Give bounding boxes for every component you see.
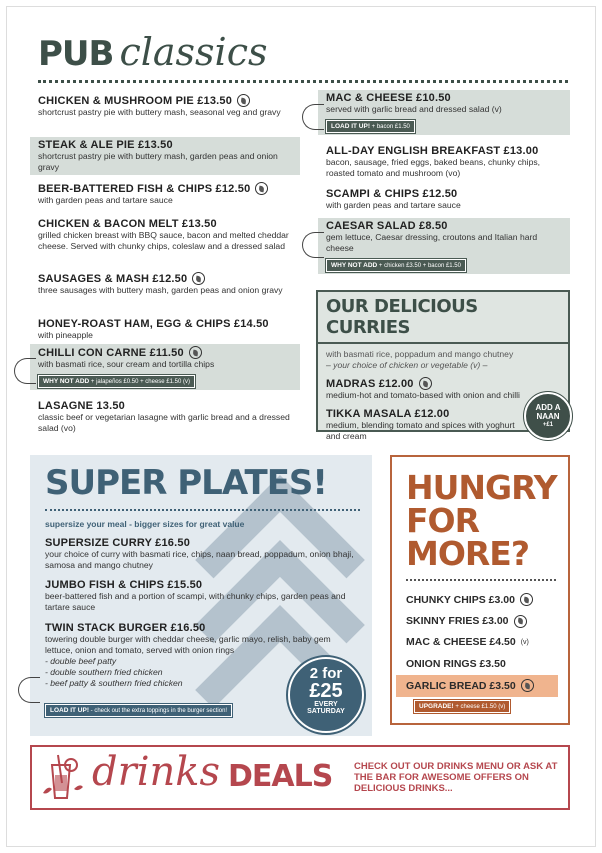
sides-title: HUNGRY FOR MORE? bbox=[406, 468, 557, 573]
super-plates-section: SUPER PLATES! supersize your meal - bigger sizes for great value SUPERSIZE CURRY £16.50 your choice of curry with basmati rice, chips, naan bread, poppadum, onion bhaji, samosa and mango chutney JUMBO FISH & CHIPS £15.50 beer-battered fish and a portion of scampi, with chunky chips, garden peas and tartare sauce TWIN STACK BURGER £16.50 towering double burger with cheddar cheese, garlic mayo, relish, baby gem lettuce, onion and tomato, served with onion rings - double beef patty - double southern fried chicken - beef patty & southern fried chicken LOAD IT UP! - check out the extra toppings in the burger section! bbox=[30, 455, 372, 736]
sides-section bbox=[390, 455, 570, 725]
arrow-icon bbox=[14, 358, 36, 384]
menu-item: JUMBO FISH & CHIPS £15.50 beer-battered fish and a portion of scampi, with chunky chips, garden peas and tartare sauce bbox=[45, 579, 346, 612]
vegan-leaf-icon bbox=[419, 377, 432, 390]
super-plates-title: SUPER PLATES! bbox=[45, 463, 327, 503]
arrow-icon bbox=[302, 104, 324, 130]
menu-item: SCAMPI & CHIPS £12.50 with garden peas and tartare sauce bbox=[326, 188, 461, 210]
two-for-25-badge: 2 for £25 EVERY SATURDAY bbox=[288, 657, 364, 733]
side-item: ONION RINGS £3.50 bbox=[406, 657, 506, 670]
arrow-icon bbox=[302, 232, 324, 258]
menu-item: CHILLI CON CARNE £11.50 with basmati rice, sour cream and tortilla chips WHY NOT ADD + jalapeños £0.50 + cheese £1.50 (v) bbox=[30, 344, 300, 390]
curries-section: OUR DELICIOUS CURRIES with basmati rice, poppadum and mango chutney – your choice of chicken or vegetable (v) – MADRAS £12.00 medium-hot and tomato-based with onion and chilli TIKKA MASALA £12.00 medium, blending tomato and spices with yoghurt and cream bbox=[316, 290, 570, 432]
drinks-deals-banner: drinks DEALS CHECK OUT OUR DRINKS MENU OR ASK AT THE BAR FOR AWESOME OFFERS ON DELICIOUS DRINKS... bbox=[30, 745, 570, 810]
menu-item: STEAK & ALE PIE £13.50 shortcrust pastry pie with buttery mash, garden peas and onion gravy bbox=[30, 137, 300, 175]
vegan-leaf-icon bbox=[521, 679, 534, 692]
vegan-leaf-icon bbox=[520, 593, 533, 606]
menu-item: HONEY-ROAST HAM, EGG & CHIPS £14.50 with pineapple bbox=[38, 318, 269, 340]
add-on-tag: WHY NOT ADD + chicken £3.50 + bacon £1.50 bbox=[326, 259, 466, 272]
menu-item: BEER-BATTERED FISH & CHIPS £12.50 with garden peas and tartare sauce bbox=[30, 180, 300, 208]
load-it-up-tag: LOAD IT UP! - check out the extra toppings in the burger section! bbox=[45, 699, 355, 717]
divider bbox=[38, 80, 568, 83]
side-item: CHUNKY CHIPS £3.00 bbox=[406, 593, 533, 606]
menu-item: LASAGNE 13.50 classic beef or vegetarian lasagne with garlic bread and a dressed salad (vo) bbox=[38, 400, 290, 433]
menu-item: SAUSAGES & MASH £12.50 three sausages with buttery mash, garden peas and onion gravy bbox=[38, 272, 283, 295]
menu-item: MADRAS £12.00 medium-hot and tomato-based with onion and chilli bbox=[326, 377, 520, 400]
vegan-leaf-icon bbox=[189, 346, 202, 359]
menu-item: SUPERSIZE CURRY £16.50 your choice of curry with basmati rice, chips, naan bread, poppadum, onion bhaji, samosa and mango chutney bbox=[45, 537, 354, 570]
side-item: MAC & CHEESE £4.50 (v) bbox=[406, 636, 529, 648]
vegan-leaf-icon bbox=[514, 615, 527, 628]
menu-item: MAC & CHEESE £10.50 served with garlic bread and dressed salad (v) LOAD IT UP! + bacon £1.50 bbox=[318, 90, 570, 135]
page-title: PUB classics bbox=[38, 30, 268, 74]
menu-item: CHICKEN & MUSHROOM PIE £13.50 shortcrust pastry pie with buttery mash, seasonal veg and gravy bbox=[38, 94, 281, 117]
vegan-leaf-icon bbox=[237, 94, 250, 107]
curries-title: OUR DELICIOUS CURRIES bbox=[318, 292, 568, 344]
add-on-tag: LOAD IT UP! + bacon £1.50 bbox=[326, 120, 415, 133]
vegan-leaf-icon bbox=[255, 182, 268, 195]
add-on-tag: WHY NOT ADD + jalapeños £0.50 + cheese £1.50 (v) bbox=[38, 375, 195, 388]
arrow-icon bbox=[18, 677, 40, 703]
menu-item: CAESAR SALAD £8.50 gem lettuce, Caesar dressing, croutons and Italian hard cheese WHY NOT ADD + chicken £3.50 + bacon £1.50 bbox=[318, 218, 570, 274]
vegan-leaf-icon bbox=[192, 272, 205, 285]
cocktail-glass-icon bbox=[40, 753, 84, 803]
menu-item: TWIN STACK BURGER £16.50 towering double burger with cheddar cheese, garlic mayo, relish, baby gem lettuce, onion and tomato, served with onion rings - double beef patty - double southern fried chicken - beef patty & southern fried chicken bbox=[45, 622, 331, 688]
menu-item: ALL-DAY ENGLISH BREAKFAST £13.00 bacon, sausage, fried eggs, baked beans, chunky chips, roasted tomato and mushroom (vo) bbox=[326, 145, 541, 178]
menu-item: CHICKEN & BACON MELT £13.50 grilled chicken breast with BBQ sauce, bacon and melted cheddar cheese. Served with chunky chips, coleslaw and a dressed salad bbox=[38, 218, 289, 251]
side-item: SKINNY FRIES £3.00 bbox=[406, 615, 527, 628]
side-item: GARLIC BREAD £3.50 bbox=[406, 679, 534, 692]
add-naan-badge: ADD A NAAN +£1 bbox=[524, 392, 572, 440]
upgrade-tag: UPGRADE! + cheese £1.50 (v) bbox=[414, 695, 510, 713]
menu-item: TIKKA MASALA £12.00 medium, blending tomato and spices with yoghurt and cream bbox=[326, 408, 515, 441]
